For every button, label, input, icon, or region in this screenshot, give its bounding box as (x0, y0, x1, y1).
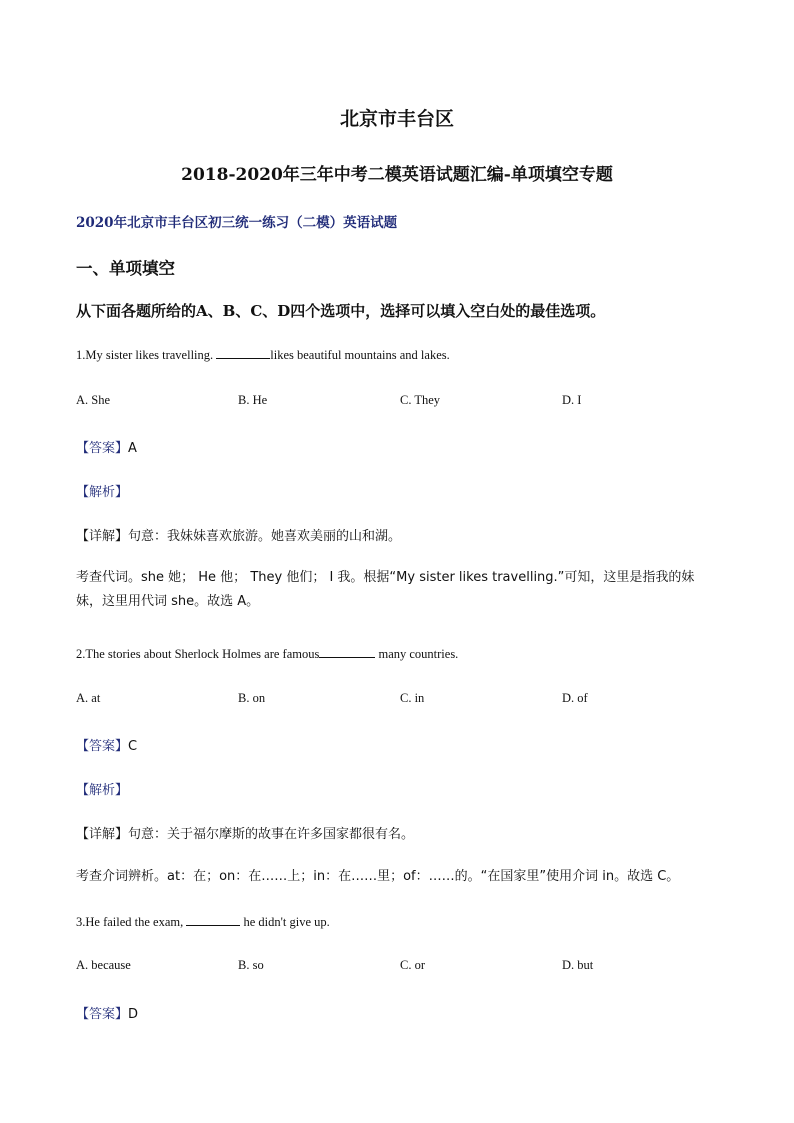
answer-value: C (128, 739, 138, 754)
question-1-option-a: A. She (76, 393, 111, 407)
question-2-option-a: A. at (76, 691, 101, 705)
analysis-label: 【解析】 (76, 485, 129, 500)
question-2-answer (76, 735, 137, 754)
document-subtitle: 2018-2020年三年中考二模英语试题汇编-单项填空专题 (181, 165, 613, 185)
answer-value: A (128, 441, 137, 456)
question-1-option-d: D. I (562, 393, 582, 407)
question-3-stem-before: 3.He failed the exam, (76, 915, 187, 929)
question-3-option-b: B. so (238, 958, 264, 972)
section-heading: 一、单项填空 (76, 259, 175, 278)
question-2-option-b: B. on (238, 691, 266, 705)
question-2-stem (76, 646, 458, 662)
question-3-stem (76, 914, 330, 930)
detail-label: 【详解】 (76, 529, 129, 544)
answer-blank (186, 914, 240, 926)
question-2-option-c: C. in (400, 691, 425, 705)
question-3-option-c: C. or (400, 958, 425, 972)
instruction-text: 从下面各题所给的A、B、C、D四个选项中，选择可以填入空白处的最佳选项。 (76, 302, 606, 320)
detail-text: 句意：关于福尔摩斯的故事在许多国家都很有名。 (128, 827, 415, 842)
question-1-stem-after: likes beautiful mountains and lakes. (270, 348, 450, 362)
answer-blank (216, 347, 270, 359)
question-2-analysis-label (76, 779, 128, 798)
document-title: 北京市丰台区 (339, 108, 454, 130)
question-1-stem (76, 347, 450, 363)
detail-label: 【详解】 (76, 827, 129, 842)
question-1-analysis-label (76, 481, 128, 500)
question-3-option-d: D. but (562, 958, 594, 972)
question-1-detail (76, 525, 401, 544)
question-3-stem-after: he didn't give up. (240, 915, 330, 929)
question-1-explanation: 考查代词。she 她； He 他； They 他们； I 我。根据“My sister likes travelling.”可知，这里是指我的妹妹，这里用代词 she。故选 A。 (76, 570, 695, 609)
analysis-label: 【解析】 (76, 783, 129, 798)
question-2-stem-after: many countries. (375, 647, 459, 661)
detail-text: 句意：我妹妹喜欢旅游。她喜欢美丽的山和湖。 (128, 529, 402, 544)
question-2-option-d: D. of (562, 691, 588, 705)
answer-label: 【答案】 (76, 1007, 129, 1022)
answer-blank (319, 646, 375, 658)
question-3-option-a: A. because (76, 958, 131, 972)
question-1-stem-before: 1.My sister likes travelling. (76, 348, 217, 362)
question-2-detail (76, 823, 414, 842)
exam-source: 2020年北京市丰台区初三统一练习（二模）英语试题 (76, 215, 398, 231)
question-2-explanation: 考查介词辨析。at：在；on：在……上；in：在……里；of：……的。“在国家里”使用介词 in。故选 C。 (76, 869, 680, 884)
question-1-answer (76, 437, 137, 456)
question-3-answer (76, 1003, 138, 1022)
answer-value: D (128, 1007, 139, 1022)
question-2-stem-before: 2.The stories about Sherlock Holmes are famous (76, 647, 320, 661)
question-1-option-c: C. They (400, 393, 441, 407)
answer-label: 【答案】 (76, 441, 129, 456)
question-1-option-b: B. He (238, 393, 268, 407)
answer-label: 【答案】 (76, 739, 129, 754)
